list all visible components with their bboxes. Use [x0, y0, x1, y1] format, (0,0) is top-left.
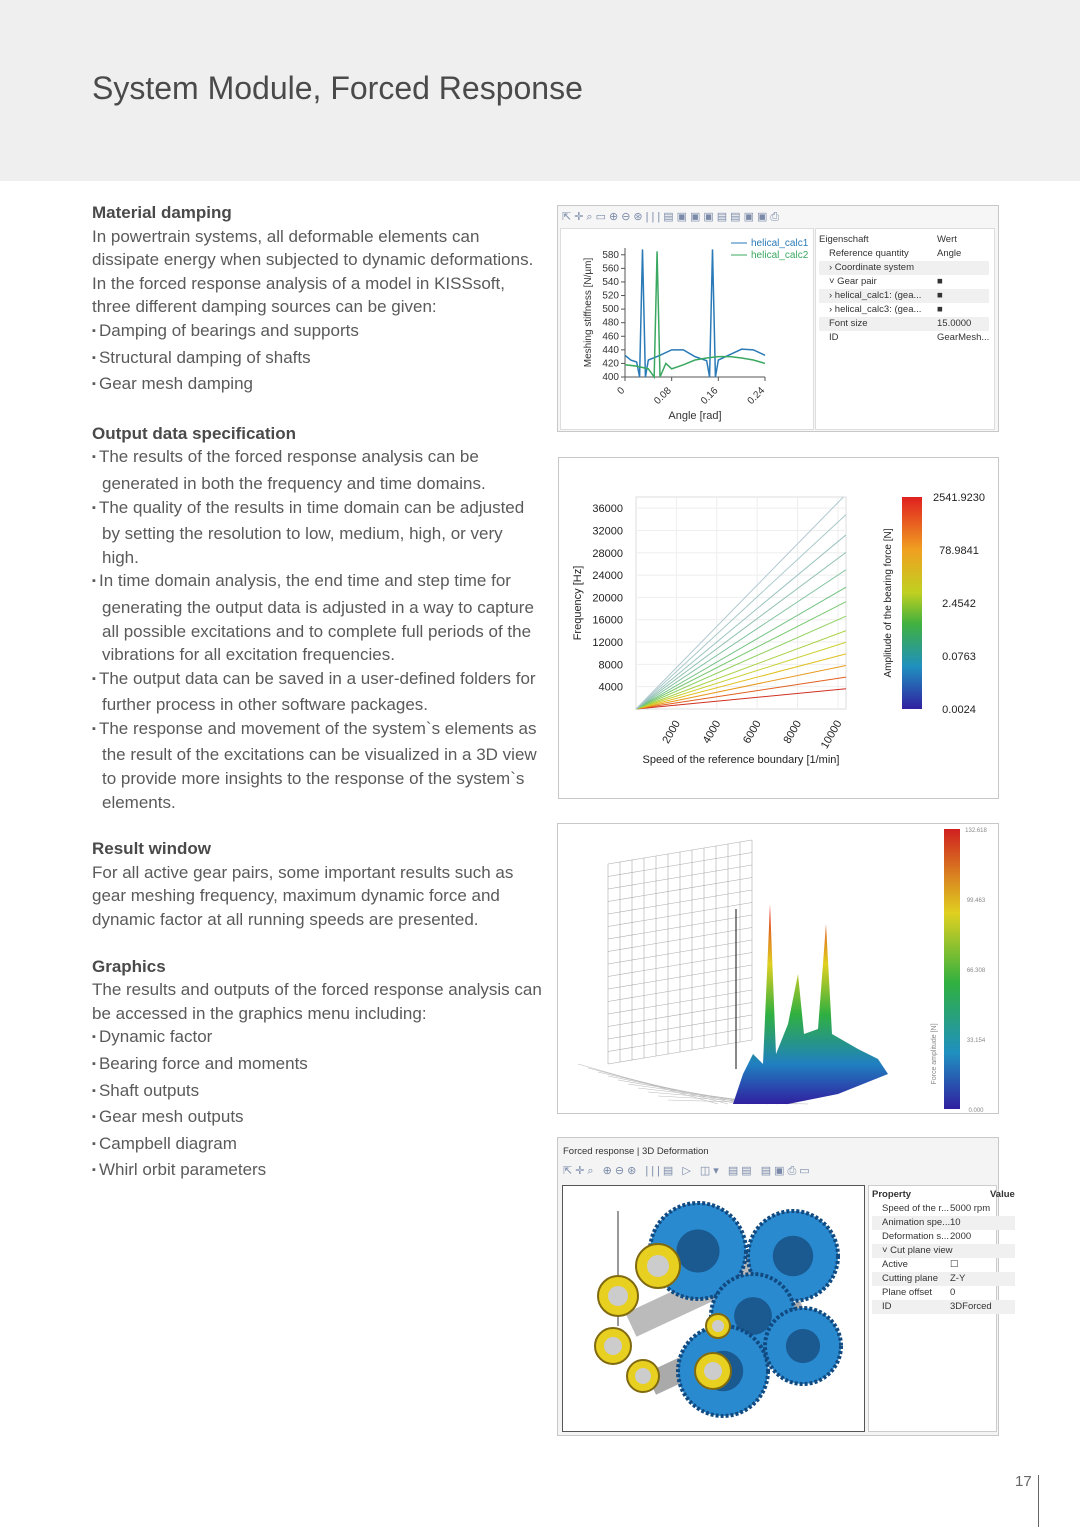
property-value: 0	[950, 1287, 956, 1298]
bullet-list	[92, 1025, 542, 1185]
text-column	[92, 201, 542, 1208]
property-name: › helical_calc3: (gea...	[829, 304, 922, 315]
gear-hub	[676, 1229, 719, 1272]
colorbar-label: 66.308	[966, 968, 986, 974]
chart-panel	[560, 228, 814, 430]
property-row[interactable]	[872, 1258, 1015, 1272]
y-tick-label: 400	[602, 372, 619, 383]
y-tick-label: 4000	[598, 681, 623, 694]
colorbar-label: 132.618	[965, 828, 987, 834]
gearbox-3d-model	[563, 1186, 864, 1431]
property-name: Cutting plane	[882, 1273, 938, 1284]
x-tick-label: 6000	[741, 718, 764, 746]
value-column-label: Wert	[937, 234, 957, 245]
bearing-bore	[704, 1362, 722, 1380]
legend-label: helical_calc1	[751, 238, 809, 249]
y-tick-label: 8000	[598, 659, 623, 672]
x-tick-label: 8000	[781, 718, 805, 746]
order-line	[636, 515, 846, 709]
bullet-item: ▪ Structural damping of shafts	[92, 346, 542, 373]
property-column-label: Property	[872, 1189, 912, 1200]
x-tick-label: 10000	[818, 718, 845, 751]
3d-deformation-window	[557, 1137, 1015, 1436]
bullet-item: ▪ Damping of bearings and supports	[92, 319, 542, 346]
value-column-label: Value	[990, 1189, 1015, 1200]
bearing-bore	[604, 1337, 622, 1355]
property-row[interactable]	[872, 1216, 1015, 1230]
property-panel	[868, 1185, 1015, 1432]
y-tick-label: 580	[602, 249, 619, 261]
y-tick-label: 480	[602, 317, 619, 329]
y-tick-label: 12000	[592, 637, 623, 650]
y-tick-label: 32000	[592, 525, 623, 538]
property-row[interactable]	[819, 261, 989, 275]
property-value: Angle	[937, 248, 962, 259]
colorbar-label: 2.4542	[942, 598, 976, 610]
section-body: In powertrain systems, all deformable elements can dissipate energy when subjected to dynamic deformations. In the forced response analysis of a model in KISSsoft, three different damping sources can be given:	[92, 226, 534, 317]
page-title: System Module, Forced Response	[92, 70, 583, 106]
property-row[interactable]	[872, 1272, 1015, 1286]
property-header	[872, 1188, 1015, 1202]
property-value: GearMesh...	[937, 332, 990, 343]
property-name: Speed of the r...	[882, 1203, 950, 1214]
property-value: ■	[937, 290, 943, 301]
3d-view[interactable]	[562, 1185, 865, 1432]
property-name: ID	[882, 1301, 892, 1312]
window-title: Forced response | 3D Deformation	[563, 1146, 709, 1157]
gear-hub	[734, 1297, 772, 1335]
section-graphics	[92, 955, 542, 1185]
order-line	[636, 570, 846, 709]
force-surface	[733, 904, 888, 1104]
property-name: Reference quantity	[829, 248, 909, 259]
bullet-list	[92, 319, 542, 399]
colorbar-label: 0.0024	[942, 704, 976, 716]
property-row[interactable]	[872, 1244, 1015, 1258]
order-line	[636, 665, 846, 709]
y-tick-label: 560	[602, 263, 619, 275]
colorbar-title: Amplitude of the bearing force [N]	[883, 528, 894, 678]
section-heading: Output data specification	[92, 423, 297, 443]
y-tick-label: 20000	[592, 592, 623, 605]
bullet-item: ▪ The quality of the results in time domain can be adjusted by setting the resolution to low, medium, high, or very high.	[92, 496, 542, 570]
property-name: ˅ Cut plane view	[882, 1245, 953, 1256]
order-line	[636, 552, 846, 709]
x-tick-label: 0	[615, 385, 628, 398]
meshing-stiffness-window	[557, 205, 999, 432]
campbell-chart	[559, 458, 998, 798]
series-line-helical_calc2	[625, 251, 765, 377]
gear-hub	[786, 1329, 820, 1363]
colorbar-label: 0.0763	[942, 651, 976, 663]
section-output-data-specification	[92, 422, 542, 815]
property-value: ☐	[950, 1259, 959, 1270]
section-result-window	[92, 837, 542, 931]
y-tick-label: 36000	[592, 503, 623, 516]
bullet-item: ▪ Gear mesh outputs	[92, 1105, 542, 1132]
property-row[interactable]	[819, 275, 989, 289]
section-heading: Material damping	[92, 203, 232, 222]
section-body: The results and outputs of the forced response analysis can be accessed in the graphics menu including:	[92, 980, 542, 1023]
y-tick-label: 520	[602, 290, 619, 302]
colorbar-label: 0.000	[968, 1108, 984, 1114]
property-row[interactable]	[872, 1230, 1015, 1244]
property-row[interactable]	[819, 331, 989, 345]
order-line	[636, 587, 846, 709]
property-panel	[815, 228, 995, 430]
property-value: 15.0000	[937, 318, 972, 329]
property-value: 3DForced	[950, 1301, 992, 1312]
campbell-diagram-figure	[558, 457, 999, 799]
y-axis-label: Meshing stiffness [N/µm]	[583, 257, 594, 368]
y-tick-label: 460	[602, 331, 619, 343]
property-value: 10	[950, 1217, 961, 1228]
property-row[interactable]	[819, 317, 989, 331]
property-name: Font size	[829, 318, 868, 329]
gear-hub	[773, 1236, 814, 1277]
property-name: ˅ Gear pair	[829, 276, 877, 287]
bullet-item: ▪ In time domain analysis, the end time and step time for generating the output data is adjusted in a way to capture all possible excitations and to complete full periods of the vibrations for all excitation frequencies.	[92, 569, 542, 666]
bullet-item: ▪ Shaft outputs	[92, 1079, 542, 1106]
y-tick-label: 440	[602, 344, 619, 356]
property-value: ■	[937, 304, 943, 315]
3d-force-plot	[558, 824, 998, 1113]
property-name: Animation spe...	[882, 1217, 951, 1228]
section-heading: Result window	[92, 839, 211, 859]
bullet-item: ▪ The response and movement of the system`s elements as the result of the excitations can be visualized in a 3D view to provide more insights to the response of the system`s elements.	[92, 717, 542, 814]
property-row[interactable]	[819, 289, 989, 303]
property-name: Deformation s...	[882, 1231, 950, 1242]
section-material-damping	[92, 201, 542, 399]
y-tick-label: 16000	[592, 614, 623, 627]
bearing-bore	[647, 1255, 669, 1277]
bullet-item: ▪ The results of the forced response analysis can be generated in both the frequency and time domains.	[92, 445, 542, 495]
x-axis-label: Angle [rad]	[668, 410, 722, 422]
x-tick-label: 2000	[660, 718, 683, 746]
toolbar[interactable]: ⇱✛⌕ ⊕⊖⊛ |||▤ ▷ ◫▾ ▤▤ ▤▣⎙▭	[563, 1165, 813, 1177]
y-tick-label: 540	[602, 276, 619, 288]
section-body: For all active gear pairs, some important results such as gear meshing frequency, maximum dynamic force and dynamic factor at all running speeds are presented.	[92, 862, 514, 930]
property-header	[819, 233, 989, 247]
y-tick-label: 500	[602, 304, 619, 316]
page-divider	[1038, 1475, 1039, 1527]
property-row[interactable]	[819, 247, 989, 261]
colorbar-title: Force amplitude [N]	[931, 1023, 938, 1085]
property-value: 2000	[950, 1231, 972, 1242]
bullet-item: ▪ Bearing force and moments	[92, 1052, 542, 1079]
property-name: Plane offset	[882, 1287, 933, 1298]
colorbar-label: 78.9841	[939, 545, 979, 557]
property-name: ID	[829, 332, 839, 343]
page-number: 17	[1015, 1473, 1032, 1490]
x-tick-label: 0.16	[698, 385, 721, 407]
x-tick-label: 0.24	[745, 385, 768, 407]
bullet-item: ▪ Dynamic factor	[92, 1025, 542, 1052]
property-column-label: Eigenschaft	[819, 234, 869, 245]
property-name: › Coordinate system	[829, 262, 915, 273]
bullet-item: ▪ Whirl orbit parameters	[92, 1158, 542, 1185]
3d-force-amplitude-figure	[557, 823, 999, 1114]
property-row[interactable]	[872, 1202, 1015, 1216]
y-tick-label: 420	[602, 358, 619, 370]
order-line	[636, 497, 843, 709]
bearing-bore	[712, 1320, 724, 1332]
bullet-list	[92, 445, 542, 814]
property-value: ■	[937, 276, 943, 287]
property-row[interactable]	[872, 1300, 1015, 1314]
bearing-bore	[608, 1286, 628, 1306]
order-line	[636, 535, 846, 709]
colorbar-label: 99.463	[966, 898, 986, 904]
colorbar	[944, 829, 960, 1109]
y-axis-label: Frequency [Hz]	[572, 565, 584, 641]
colorbar-label: 2541.9230	[933, 492, 985, 504]
bullet-item: ▪ Gear mesh damping	[92, 372, 542, 399]
y-tick-label: 24000	[592, 570, 623, 583]
bullet-item: ▪ Campbell diagram	[92, 1132, 542, 1159]
property-name: › helical_calc1: (gea...	[829, 290, 922, 301]
x-tick-label: 0.08	[652, 385, 674, 407]
x-tick-label: 4000	[700, 718, 724, 746]
bullet-item: ▪ The output data can be saved in a user-defined folders for further process in other software packages.	[92, 667, 542, 717]
property-value: Z-Y	[950, 1273, 966, 1284]
toolbar[interactable]: ⇱✛⌕▭⊕⊖⊛|||▤▣▣▣▤▤▣▣⎙	[562, 211, 783, 223]
legend-label: helical_calc2	[751, 250, 809, 261]
property-row[interactable]	[872, 1286, 1015, 1300]
meshing-stiffness-chart	[561, 229, 813, 429]
property-row[interactable]	[819, 303, 989, 317]
colorbar-label: 33.154	[966, 1038, 986, 1044]
section-heading: Graphics	[92, 956, 166, 976]
x-axis-label: Speed of the reference boundary [1/min]	[642, 754, 840, 766]
colorbar	[902, 497, 922, 709]
property-name: Active	[882, 1259, 908, 1270]
y-tick-label: 28000	[592, 547, 623, 560]
property-value: 5000 rpm	[950, 1203, 991, 1214]
bearing-bore	[635, 1368, 651, 1384]
